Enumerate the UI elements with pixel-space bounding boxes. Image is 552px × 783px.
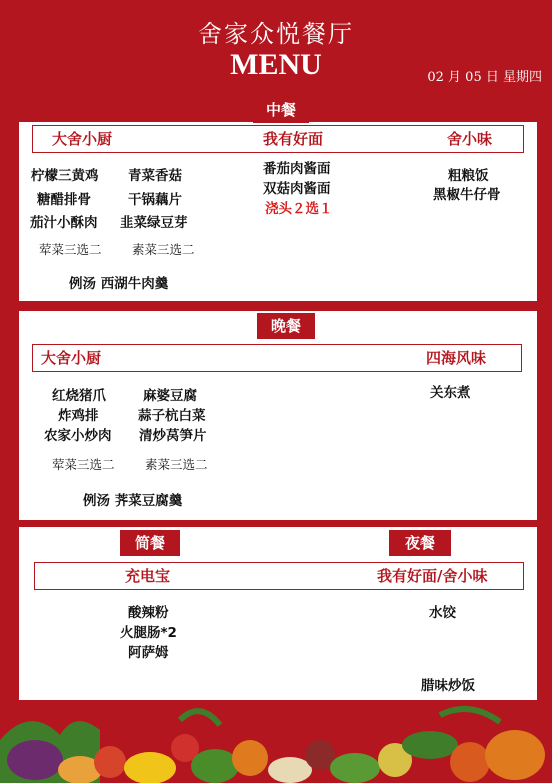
restaurant-name: 舍家众悦餐厅 bbox=[198, 20, 354, 48]
menu-item: 麻婆豆腐 bbox=[143, 388, 197, 404]
menu-item: 农家小炒肉 bbox=[44, 428, 112, 444]
menu-item: 青菜香菇 bbox=[128, 168, 182, 184]
menu-note: 荤菜三选二 bbox=[39, 242, 102, 257]
menu-item: 番茄肉酱面 bbox=[263, 161, 331, 177]
tab-night-meal: 夜餐 bbox=[389, 530, 451, 556]
menu-item: 红烧猪爪 bbox=[52, 388, 106, 404]
dinner-section-sihai: 四海风味 bbox=[426, 349, 487, 367]
menu-item: 茄汁小酥肉 bbox=[30, 215, 98, 231]
menu-item: 柠檬三黄鸡 bbox=[31, 168, 99, 184]
vegetables-illustration bbox=[0, 700, 552, 783]
lunch-section-shexiaowei: 舍小味 bbox=[447, 130, 493, 148]
menu-item: 韭菜绿豆芽 bbox=[120, 215, 188, 231]
menu-item: 水饺 bbox=[429, 605, 456, 621]
menu-item: 腊味炒饭 bbox=[421, 678, 475, 694]
dinner-panel bbox=[19, 311, 537, 520]
menu-title: MENU bbox=[230, 48, 322, 81]
menu-item: 干锅藕片 bbox=[128, 192, 182, 208]
tab-dinner: 晚餐 bbox=[257, 313, 315, 339]
light-meal-section: 充电宝 bbox=[125, 567, 171, 585]
tab-lunch: 中餐 bbox=[253, 97, 309, 123]
menu-item: 火腿肠*2 bbox=[120, 625, 177, 641]
menu-item: 蒜子杭白菜 bbox=[138, 408, 206, 424]
menu-note: 素菜三选二 bbox=[132, 242, 195, 257]
soup-item: 例汤 荠菜豆腐羹 bbox=[83, 493, 183, 509]
menu-item: 炸鸡排 bbox=[58, 408, 99, 424]
menu-note: 素菜三选二 bbox=[145, 457, 208, 472]
dinner-section-dashechu: 大舍小厨 bbox=[41, 349, 102, 367]
menu-item: 粗粮饭 bbox=[448, 168, 489, 184]
menu-date: 02 月 05 日 星期四 bbox=[427, 70, 542, 85]
menu-note-highlight: 浇头２选１ bbox=[265, 201, 333, 217]
night-meal-section: 我有好面/舍小味 bbox=[377, 567, 488, 585]
menu-item: 酸辣粉 bbox=[128, 605, 169, 621]
light-night-panel bbox=[19, 527, 537, 707]
menu-item: 阿萨姆 bbox=[128, 645, 169, 661]
tab-light-meal: 简餐 bbox=[120, 530, 180, 556]
menu-item: 关东煮 bbox=[430, 385, 471, 401]
menu-item: 黑椒牛仔骨 bbox=[433, 187, 501, 203]
soup-item: 例汤 西湖牛肉羹 bbox=[69, 276, 169, 292]
lunch-panel bbox=[19, 122, 537, 301]
lunch-section-haomian: 我有好面 bbox=[263, 130, 324, 148]
menu-note: 荤菜三选二 bbox=[52, 457, 115, 472]
menu-item: 双菇肉酱面 bbox=[263, 181, 331, 197]
menu-item: 糖醋排骨 bbox=[37, 192, 91, 208]
lunch-section-dashechu: 大舍小厨 bbox=[52, 130, 113, 148]
menu-item: 清炒莴笋片 bbox=[139, 428, 207, 444]
